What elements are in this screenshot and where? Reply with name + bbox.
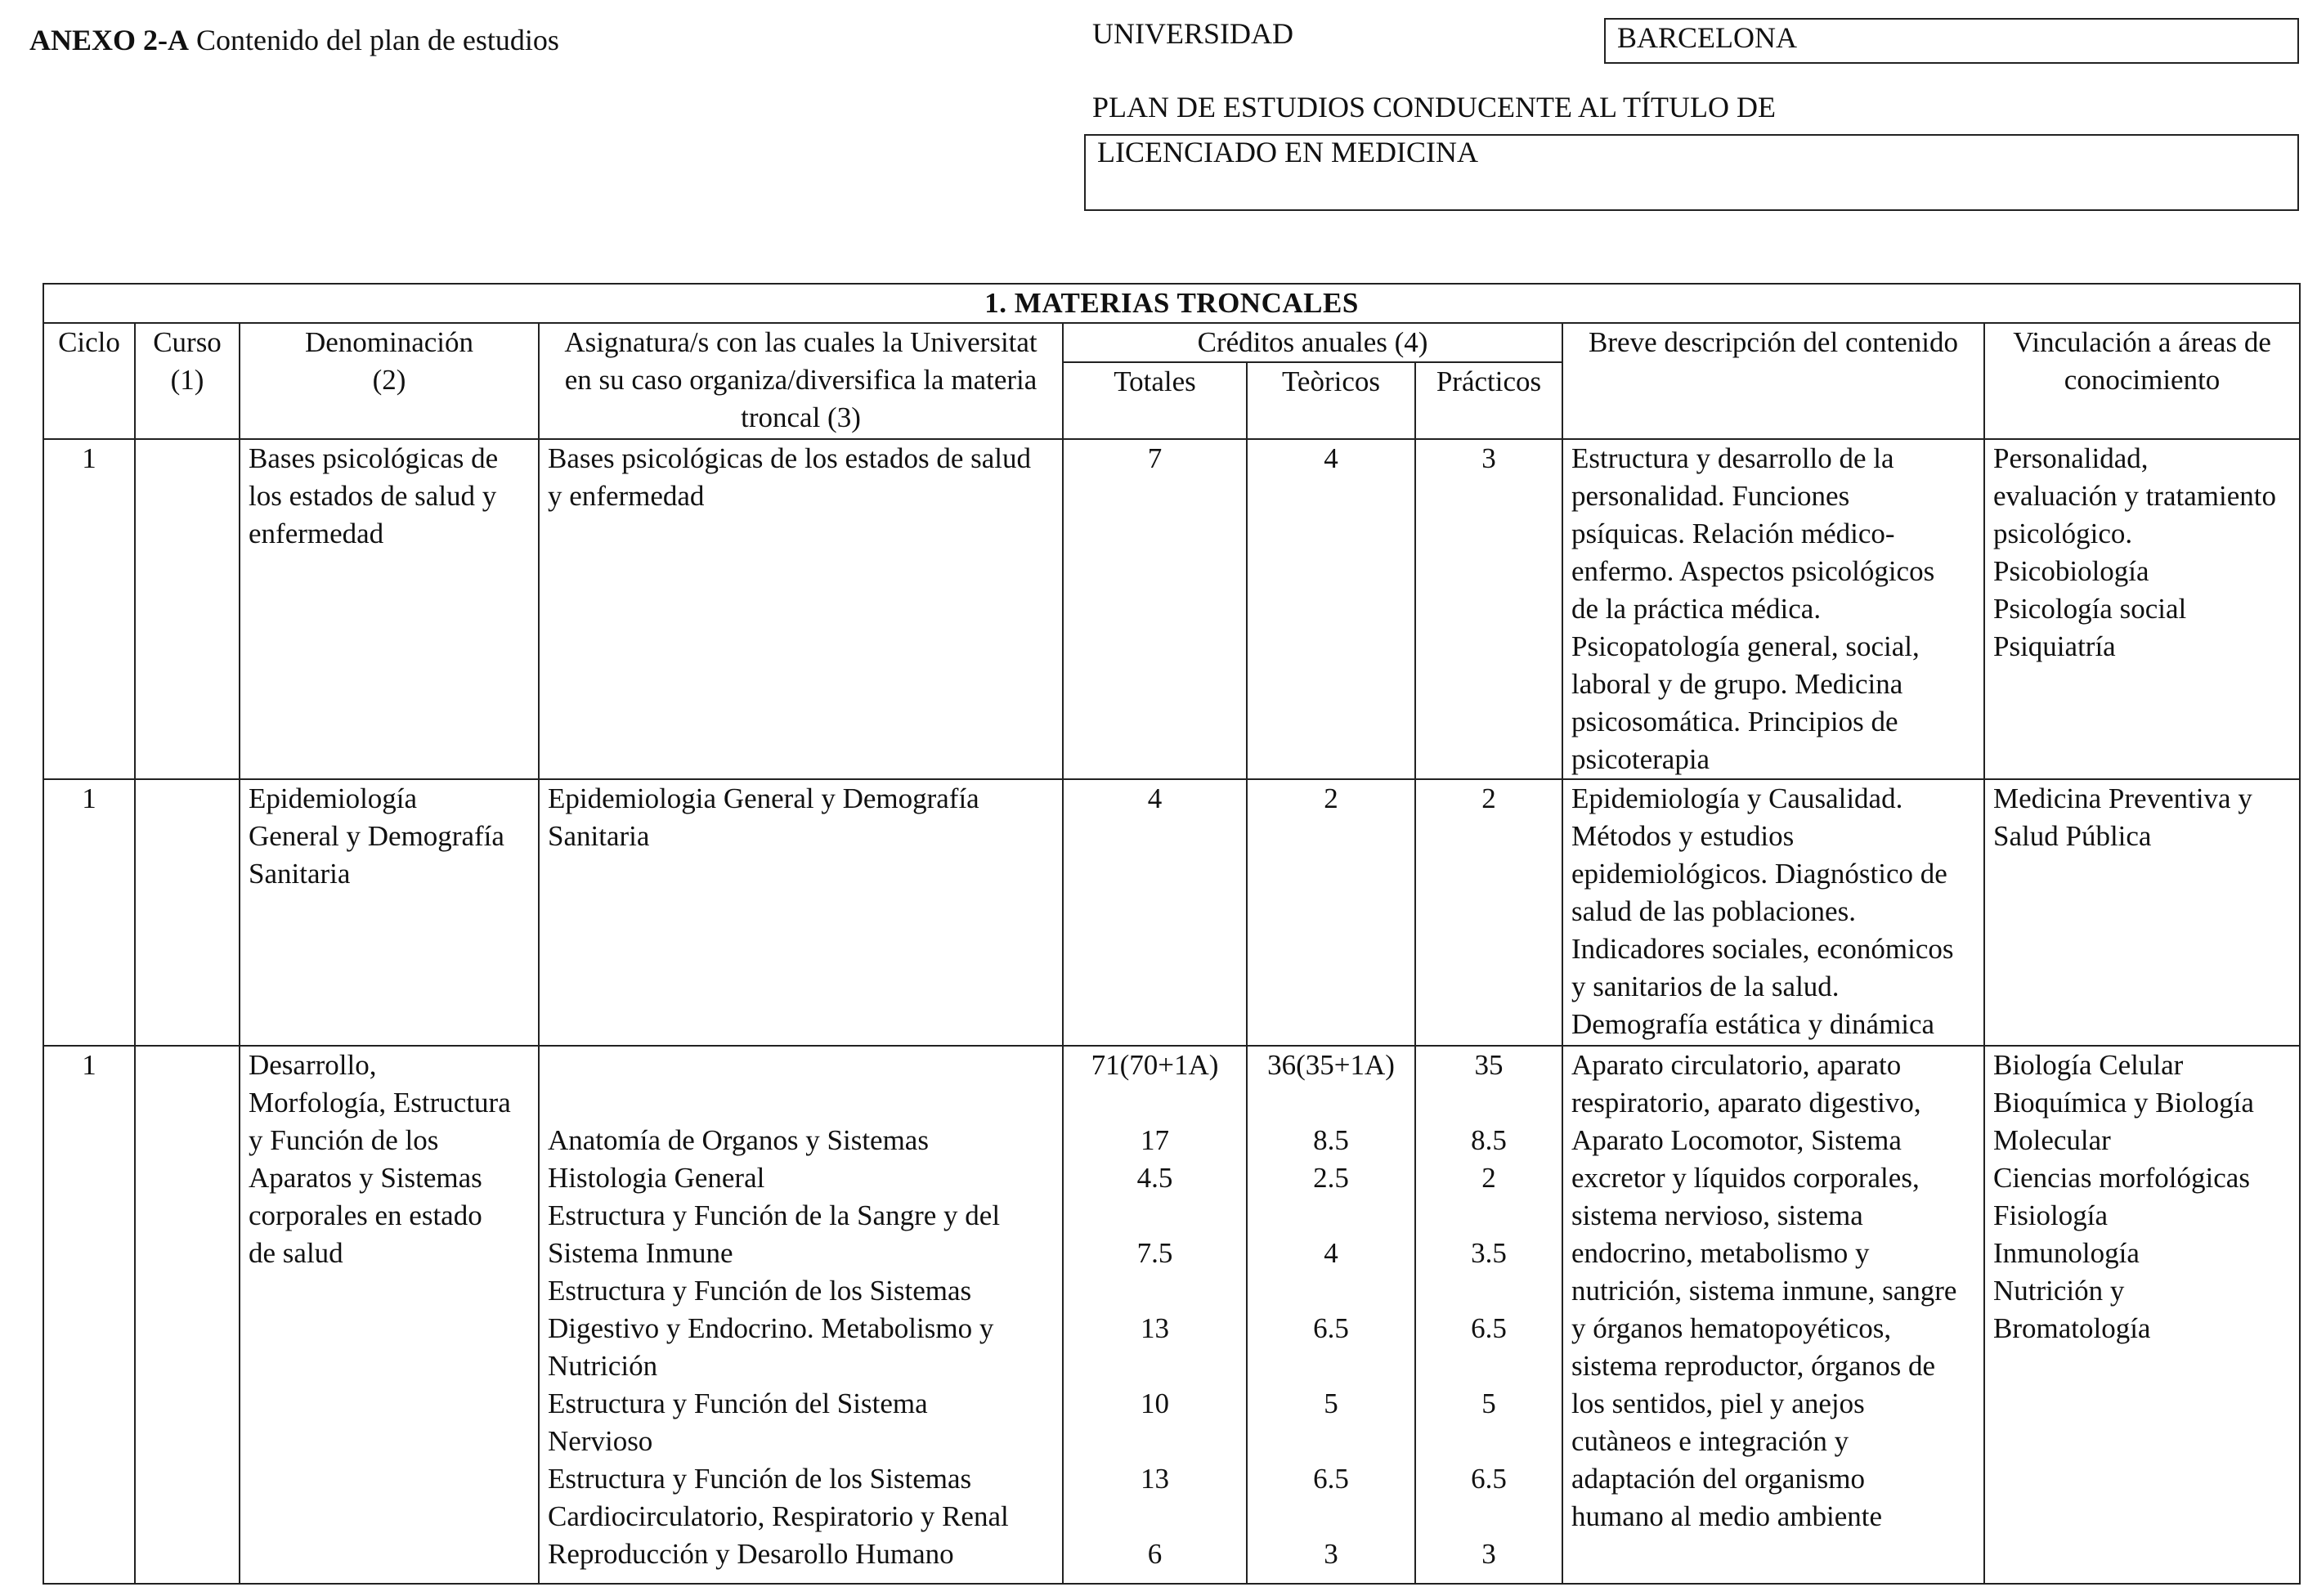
spacer: [1424, 1084, 1553, 1122]
denominacion-line: de salud: [249, 1237, 343, 1269]
asignatura-line: Nervioso: [548, 1425, 653, 1457]
row-teoricos: [1247, 1046, 1415, 1584]
col-header-asignaturas: [539, 323, 1063, 439]
asignatura-line: y enfermedad: [548, 480, 705, 512]
teoricos-value: 5: [1324, 1388, 1338, 1419]
descripcion-line: Demografía estática y dinámica: [1571, 1008, 1935, 1040]
row-totales: [1063, 1046, 1247, 1584]
vinculacion-line: Personalidad,: [1993, 442, 2149, 474]
spacer: [1072, 1272, 1238, 1310]
row-teoricos: 4: [1247, 439, 1415, 779]
denominacion-line: enfermedad: [249, 518, 384, 549]
teoricos-value: 6.5: [1313, 1312, 1349, 1344]
spacer: [1256, 1347, 1406, 1385]
row-descripcion: [1562, 439, 1984, 779]
descripcion-line: sistema reproductor, órganos de: [1571, 1350, 1936, 1382]
descripcion-line: laboral y de grupo. Medicina: [1571, 668, 1903, 700]
annex-label: ANEXO 2-A: [29, 24, 189, 56]
curso-note: (1): [170, 364, 204, 396]
denominacion-line: Sanitaria: [249, 858, 351, 890]
vinculacion-line: Salud Pública: [1993, 820, 2152, 852]
denominacion-line: y Función de los: [249, 1124, 439, 1156]
asignatura-line: Nutrición: [548, 1350, 658, 1382]
descripcion-line: excretor y líquidos corporales,: [1571, 1162, 1920, 1194]
annex-title: [29, 25, 559, 57]
spacer: [1424, 1197, 1553, 1235]
denominacion-line: Bases psicológicas de: [249, 442, 499, 474]
teoricos-value: 8.5: [1313, 1124, 1349, 1156]
degree-field: [1084, 134, 2299, 211]
vinculacion-line: Ciencias morfológicas: [1993, 1162, 2250, 1194]
descripcion-line: Aparato circulatorio, aparato: [1571, 1049, 1902, 1081]
descripcion-line: humano al medio ambiente: [1571, 1500, 1883, 1532]
row-ciclo: 1: [43, 1046, 135, 1584]
vinculacion-line: Psicobiología: [1993, 555, 2149, 587]
row-totales: 7: [1063, 439, 1247, 779]
descripcion-line: psicoterapia: [1571, 743, 1710, 775]
spacer: [1072, 1423, 1238, 1460]
section-title: 1. MATERIAS TRONCALES: [43, 284, 2300, 323]
vinculacion-line: evaluación y tratamiento: [1993, 480, 2276, 512]
descripcion-line: Indicadores sociales, económicos: [1571, 933, 1954, 965]
table-row: [43, 439, 2300, 779]
descripcion-line: sistema nervioso, sistema: [1571, 1199, 1863, 1231]
denominacion-note: (2): [372, 364, 406, 396]
table-row: [43, 779, 2300, 1046]
denominacion-line: Aparatos y Sistemas: [249, 1162, 482, 1194]
descripcion-line: los sentidos, piel y anejos: [1571, 1388, 1865, 1419]
totales-value: 7.5: [1136, 1237, 1173, 1269]
descripcion-line: y sanitarios de la salud.: [1571, 971, 1840, 1002]
descripcion-line: psicosomática. Principios de: [1571, 706, 1898, 737]
annex-description: Contenido del plan de estudios: [196, 24, 559, 56]
row-totales: 4: [1063, 779, 1247, 1046]
teoricos-value: 6.5: [1313, 1463, 1349, 1495]
row-denominacion: [240, 779, 539, 1046]
teoricos-value: 4: [1324, 1237, 1338, 1269]
descripcion-line: adaptación del organismo: [1571, 1463, 1865, 1495]
vinculacion-line: Nutrición y: [1993, 1275, 2125, 1307]
vinculacion-line: Medicina Preventiva y: [1993, 782, 2252, 814]
asignatura-line: Cardiocirculatorio, Respiratorio y Renal: [548, 1500, 1009, 1532]
asignaturas-line-1: Asignatura/s con las cuales la Universitat: [564, 326, 1037, 358]
spacer: [1256, 1423, 1406, 1460]
spacer: [1072, 1347, 1238, 1385]
teoricos-value: 3: [1324, 1538, 1338, 1570]
col-header-creditos: Créditos anuales (4): [1063, 323, 1562, 362]
teoricos-value: 2.5: [1313, 1162, 1349, 1194]
row-denominacion: [240, 439, 539, 779]
vinculacion-line: Biología Celular: [1993, 1049, 2184, 1081]
asignatura-line: Bases psicológicas de los estados de salud: [548, 442, 1032, 474]
asignaturas-line-3: troncal (3): [741, 401, 861, 433]
spacer: [1256, 1272, 1406, 1310]
descripcion-line: endocrino, metabolismo y: [1571, 1237, 1870, 1269]
totales-value: 13: [1141, 1312, 1169, 1344]
asignatura-line: Estructura y Función de los Sistemas: [548, 1463, 972, 1495]
row-descripcion: [1562, 1046, 1984, 1584]
descripcion-line: cutàneos e integración y: [1571, 1425, 1849, 1457]
denominacion-label: Denominación: [304, 326, 474, 358]
asignatura-line: Histologia General: [548, 1162, 765, 1194]
asignatura-line: Sistema Inmune: [548, 1237, 733, 1269]
col-header-descripcion: Breve descripción del contenido: [1562, 323, 1984, 439]
vinculacion-line: psicológico.: [1993, 518, 2133, 549]
practicos-value: 3.5: [1471, 1237, 1507, 1269]
university-label: UNIVERSIDAD: [1092, 17, 1293, 50]
descripcion-line: personalidad. Funciones: [1571, 480, 1850, 512]
row-vinculacion: [1984, 1046, 2300, 1584]
row-vinculacion: [1984, 779, 2300, 1046]
totales-value: 17: [1141, 1124, 1169, 1156]
totales-value: 10: [1141, 1388, 1169, 1419]
spacer: [1256, 1084, 1406, 1122]
descripcion-line: de la práctica médica.: [1571, 593, 1822, 625]
descripcion-line: nutrición, sistema inmune, sangre: [1571, 1275, 1957, 1307]
col-header-vinculacion: [1984, 323, 2300, 439]
degree-value: LICENCIADO EN MEDICINA: [1097, 136, 1478, 168]
vinculacion-line: Psiquiatría: [1993, 630, 2116, 662]
table-row: [43, 1046, 2300, 1584]
practicos-value: 6.5: [1471, 1312, 1507, 1344]
descripcion-line: salud de las poblaciones.: [1571, 895, 1856, 927]
spacer: [1072, 1197, 1238, 1235]
row-vinculacion: [1984, 439, 2300, 779]
practicos-value: 5: [1481, 1388, 1496, 1419]
spacer: [1424, 1423, 1553, 1460]
spacer: [1256, 1498, 1406, 1535]
teoricos-value: 36(35+1A): [1267, 1049, 1395, 1081]
ciclo-label: Ciclo: [58, 326, 120, 358]
university-value: BARCELONA: [1617, 21, 1798, 54]
descripcion-line: Métodos y estudios: [1571, 820, 1795, 852]
vinculacion-line: Psicología social: [1993, 593, 2187, 625]
descripcion-line: Epidemiología y Causalidad.: [1571, 782, 1903, 814]
university-field: [1604, 18, 2299, 64]
descripcion-line: respiratorio, aparato digestivo,: [1571, 1087, 1921, 1119]
row-ciclo: 1: [43, 439, 135, 779]
denominacion-line: Morfología, Estructura: [249, 1087, 511, 1119]
practicos-value: 3: [1481, 1538, 1496, 1570]
asignatura-line: Epidemiologia General y Demografía: [548, 782, 979, 814]
denominacion-line: General y Demografía: [249, 820, 504, 852]
spacer: [1424, 1498, 1553, 1535]
asignatura-line: Sanitaria: [548, 820, 650, 852]
vinculacion-line: Bromatología: [1993, 1312, 2151, 1344]
totales-value: 4.5: [1136, 1162, 1173, 1194]
asignatura-line: Anatomía de Organos y Sistemas: [548, 1124, 929, 1156]
col-header-denominacion: [240, 323, 539, 439]
descripcion-line: Aparato Locomotor, Sistema: [1571, 1124, 1902, 1156]
practicos-value: 8.5: [1471, 1124, 1507, 1156]
vinculacion-line: Molecular: [1993, 1124, 2111, 1156]
col-header-ciclo: [43, 323, 135, 439]
row-practicos: [1415, 1046, 1562, 1584]
denominacion-line: los estados de salud y: [249, 480, 497, 512]
descripcion-line: y órganos hematopoyéticos,: [1571, 1312, 1892, 1344]
spacer: [548, 1047, 1054, 1084]
row-practicos: 2: [1415, 779, 1562, 1046]
spacer: [1424, 1347, 1553, 1385]
descripcion-line: enfermo. Aspectos psicológicos: [1571, 555, 1935, 587]
spacer: [1072, 1084, 1238, 1122]
descripcion-line: Psicopatología general, social,: [1571, 630, 1920, 662]
asignatura-line: Reproducción y Desarollo Humano: [548, 1538, 954, 1570]
totales-value: 71(70+1A): [1091, 1049, 1219, 1081]
spacer: [1256, 1197, 1406, 1235]
row-asignaturas: [539, 439, 1063, 779]
asignatura-line: Estructura y Función de los Sistemas: [548, 1275, 972, 1307]
plan-label: PLAN DE ESTUDIOS CONDUCENTE AL TÍTULO DE: [1092, 91, 1776, 123]
spacer: [1072, 1498, 1238, 1535]
asignaturas-line-2: en su caso organiza/diversifica la materia: [564, 364, 1037, 396]
practicos-value: 2: [1481, 1162, 1496, 1194]
materias-troncales-table: [43, 283, 2301, 1585]
vinculacion-line: Inmunología: [1993, 1237, 2140, 1269]
col-header-practicos: Prácticos: [1415, 362, 1562, 439]
totales-value: 6: [1147, 1538, 1163, 1570]
asignatura-line: Estructura y Función de la Sangre y del: [548, 1199, 1001, 1231]
row-descripcion: [1562, 779, 1984, 1046]
col-header-teoricos: Teòricos: [1247, 362, 1415, 439]
asignatura-line: Estructura y Función del Sistema: [548, 1388, 928, 1419]
row-practicos: 3: [1415, 439, 1562, 779]
denominacion-line: Desarrollo,: [249, 1049, 377, 1081]
row-asignaturas: [539, 1046, 1063, 1584]
curso-label: Curso: [153, 326, 222, 358]
row-curso: [135, 779, 240, 1046]
vinculacion-line-2: conocimiento: [2064, 364, 2221, 396]
asignatura-line: Digestivo y Endocrino. Metabolismo y: [548, 1312, 994, 1344]
practicos-value: 6.5: [1471, 1463, 1507, 1495]
vinculacion-line: Bioquímica y Biología: [1993, 1087, 2254, 1119]
row-curso: [135, 439, 240, 779]
row-curso: [135, 1046, 240, 1584]
row-denominacion: [240, 1046, 539, 1584]
practicos-value: 35: [1474, 1049, 1504, 1081]
row-teoricos: 2: [1247, 779, 1415, 1046]
descripcion-line: epidemiológicos. Diagnóstico de: [1571, 858, 1947, 890]
denominacion-line: corporales en estado: [249, 1199, 482, 1231]
col-header-totales: Totales: [1063, 362, 1247, 439]
row-asignaturas: [539, 779, 1063, 1046]
header-row-1: [43, 323, 2300, 362]
descripcion-line: psíquicas. Relación médico-: [1571, 518, 1895, 549]
denominacion-line: Epidemiología: [249, 782, 418, 814]
descripcion-line: Estructura y desarrollo de la: [1571, 442, 1894, 474]
totales-value: 13: [1141, 1463, 1169, 1495]
vinculacion-line: Fisiología: [1993, 1199, 2109, 1231]
row-ciclo: 1: [43, 779, 135, 1046]
spacer: [1424, 1272, 1553, 1310]
spacer: [548, 1084, 1054, 1122]
col-header-curso: [135, 323, 240, 439]
vinculacion-line-1: Vinculación a áreas de: [2013, 326, 2271, 358]
